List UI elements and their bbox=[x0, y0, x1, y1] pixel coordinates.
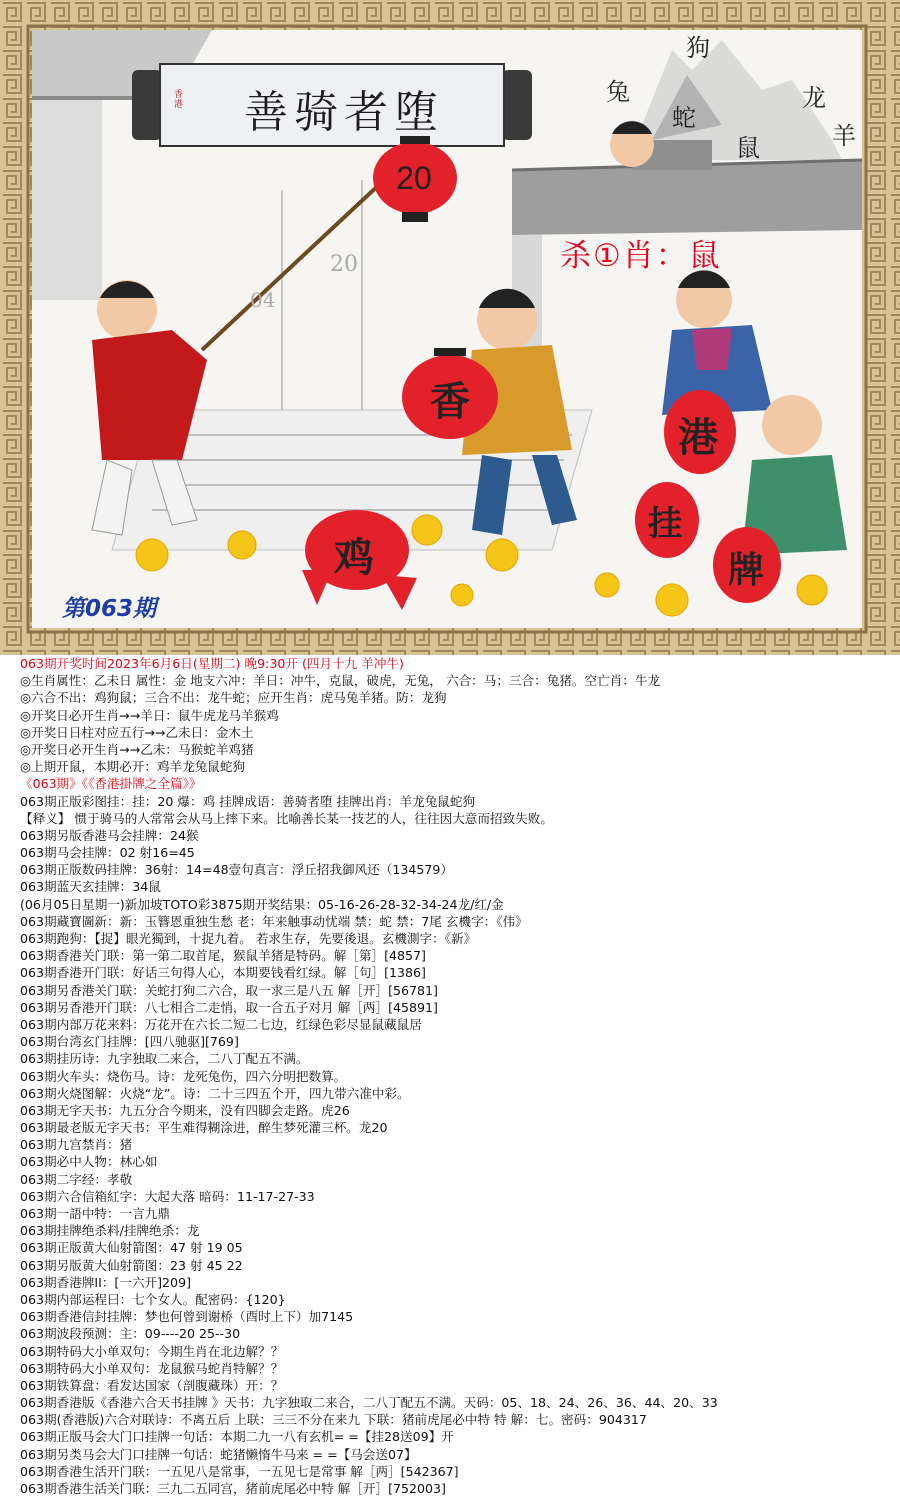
info-line: 063期必中人物：林心如 bbox=[20, 1154, 158, 1170]
info-line: 063期藏寶圖新：新：玉簪恩重独生愁 老：年来触事动忧端 禁：蛇 禁：7尾 玄機字：《伟》 bbox=[20, 913, 528, 929]
info-line: 063期香港关门联：第一第二取首尾，猴鼠羊猪是特码。解［第］[4857] bbox=[20, 948, 426, 964]
lantern-char-gang: 港 bbox=[678, 414, 718, 461]
lantern-number: 20 bbox=[396, 160, 432, 196]
info-line: 063期特码大小单双句：今期生肖在北边解？？ bbox=[20, 1343, 284, 1359]
forecast-text-list bbox=[0, 655, 900, 1497]
info-line: 063期六合信箱紅字：大起大落 暗码：11-17-27-33 bbox=[20, 1188, 315, 1204]
info-line: 063期跑狗：【捉】眼光獨到，十捉九着。 若求生存，先要後退。玄機測字：《新》 bbox=[20, 931, 477, 946]
info-line: 063期铁算盘：看发达国家（剖腹藏珠）开：？ bbox=[20, 1377, 284, 1393]
info-line: 【释义】 惯于骑马的人常常会从马上摔下来。比喻善长某一技艺的人，往往因大意而招致失败。 bbox=[20, 810, 553, 826]
info-line: 《063期》《《香港掛牌之全篇》》 bbox=[20, 776, 202, 792]
info-line: 063期香港版《香港六合天书挂牌 》天书：九字独取二来合，二八丁配五不满。天码：05、18、24、26、36、44、20、33 bbox=[20, 1395, 718, 1411]
info-line: 063期特码大小单双句：龙鼠猴马蛇肖特解？？ bbox=[20, 1360, 284, 1376]
info-line: 063期内部运程曰：七个女人。配密码：{120} bbox=[20, 1291, 286, 1307]
info-line: 063期挂历诗：九字独取二来合，二八丁配五不满。 bbox=[20, 1051, 309, 1067]
info-line: 063期另香港开门联：八七相合二走悄，取一合五子对月 解［两］[45891] bbox=[20, 999, 438, 1015]
zodiac-goat: 羊 bbox=[832, 122, 856, 150]
info-line: 063期马会挂牌：02 射16=45 bbox=[20, 845, 195, 861]
info-line: 063期无字天书：九五分合今期来，没有四脚会走路。虎26 bbox=[20, 1102, 350, 1118]
banner-seal: 香港 bbox=[174, 90, 184, 110]
info-line: ◎六合不出：鸡狗鼠；三合不出：龙牛蛇；应开生肖：虎马兔羊猪。防：龙狗 bbox=[20, 690, 447, 706]
info-line: 063期另版香港马会挂牌：24猴 bbox=[20, 827, 199, 843]
lantern-char-gua: 挂 bbox=[648, 504, 682, 544]
info-line: 063期香港牌II：[一六开]209] bbox=[20, 1274, 191, 1290]
info-line: 063期(香港版)六合对联诗：不离五后 上联：三三不分在来九 下联：猪前虎尾必中特 特 解：七。密码：904317 bbox=[20, 1412, 647, 1428]
info-line: (06月05日星期一)新加坡TOTO彩3875期开奖结果：05-16-26-28-32-34-24龙/红/金 bbox=[20, 896, 504, 912]
info-line: 063期另类马会大门口挂牌一句话：蛇猪懒惰牛马来 = =【马会送07】 bbox=[20, 1446, 417, 1462]
lantern-char-ji: 鸡 bbox=[334, 534, 374, 581]
info-line: 063期蓝天玄挂牌：34鼠 bbox=[20, 879, 161, 895]
info-line: 063期香港信封挂牌：梦也何曾到谢桥（酉时上下）加7145 bbox=[20, 1309, 354, 1325]
info-line: 063期火车头：烧伤马。诗：龙死兔伤，四六分明把数算。 bbox=[20, 1068, 347, 1084]
info-line: 063期二字经：孝敬 bbox=[20, 1171, 133, 1187]
info-line: 063期正版马会大门口挂牌一句话：本期二九一八有玄机= =【挂28送09】开 bbox=[20, 1429, 454, 1445]
zodiac-dog: 狗 bbox=[686, 34, 710, 62]
info-line: 063期正版数码挂牌：36射：14=48壹句真言：浮丘招我御风还（134579） bbox=[20, 862, 453, 878]
info-line: 063期波段预测：主：09----20 25--30 bbox=[20, 1326, 241, 1342]
banner-idiom: 善骑者堕 bbox=[244, 87, 444, 138]
info-line: 063期九宫禁肖：猪 bbox=[20, 1137, 133, 1153]
info-line: 063期另版黄大仙射箭图：23 射 45 22 bbox=[20, 1257, 243, 1273]
zodiac-snake: 蛇 bbox=[672, 104, 696, 132]
info-line: 063期最老版无字天书：平生难得糊涂进，醉生梦死灌三杯。龙20 bbox=[20, 1120, 388, 1136]
info-line: ◎上期开鼠，本期必开：鸡羊龙兔鼠蛇狗 bbox=[20, 759, 246, 775]
info-line: ◎开奖日必开生肖→→羊日：鼠牛虎龙马羊猴鸡 bbox=[20, 707, 279, 723]
scene-panel bbox=[32, 30, 862, 628]
info-line: 063期香港生活关门联：三九二五同宫，猪前虎尾必中特 解［开］[752003] bbox=[20, 1481, 446, 1496]
lantern-char-pai: 牌 bbox=[728, 549, 765, 591]
info-line: 063期台湾玄门挂牌：[四八驰驱][769] bbox=[20, 1034, 239, 1050]
wall-mark-2: 04 bbox=[250, 288, 276, 312]
info-line: 063期挂牌绝杀料/挂牌绝杀：龙 bbox=[20, 1223, 200, 1239]
info-line: ◎开奖日日柱对应五行→→乙未日：金木土 bbox=[20, 724, 254, 740]
info-line: 063期正版黄大仙射箭图：47 射 19 05 bbox=[20, 1240, 243, 1256]
zodiac-rat: 鼠 bbox=[736, 134, 760, 162]
info-line: 063期香港生活开门联：一五见八是常事，一五见七是常事 解［两］[542367] bbox=[20, 1463, 459, 1479]
zodiac-dragon: 龙 bbox=[802, 84, 826, 112]
info-line: 063期一語中特：一言九鼎 bbox=[20, 1206, 170, 1221]
kill-zodiac-text: 杀①肖：鼠 bbox=[560, 238, 722, 274]
info-line: ◎生肖属性：乙未日 属性：金 地支六冲：羊日：冲牛，克鼠，破虎，无兔， 六合：马；三合：兔猪。空亡肖：牛龙 bbox=[20, 673, 661, 689]
info-line: 063期开奖时间2023年6月6日(星期二) 晚9:30开 (四月十九 羊冲牛) bbox=[20, 656, 404, 671]
info-line: 063期香港开门联：好话三句得人心，本期要钱看红绿。解［句］[1386] bbox=[20, 965, 426, 981]
info-line: 063期火烧图解：火烧“龙”。诗：二十三四五个开，四九带六准中彩。 bbox=[20, 1085, 410, 1101]
zodiac-rabbit: 兔 bbox=[606, 78, 630, 106]
issue-label: 第063期 bbox=[62, 596, 157, 622]
info-line: 063期正版彩图挂：挂：20 爆：鸡 挂牌成语：善骑者堕 挂牌出肖：羊龙兔鼠蛇狗 bbox=[20, 793, 476, 809]
info-line: 063期内部万花来料：万花开在六长二短二七边，红绿色彩尽显鼠藏鼠居 bbox=[20, 1016, 422, 1032]
illustration bbox=[0, 0, 900, 655]
info-line: ◎开奖日必开生肖→→乙未：马猴蛇羊鸡猪 bbox=[20, 741, 254, 757]
lantern-char-xiang: 香 bbox=[430, 378, 470, 425]
wall-mark-1: 20 bbox=[330, 252, 358, 277]
info-line: 063期另香港关门联：关蛇打狗二六合，取一求三是八五 解［开］[56781] bbox=[20, 982, 438, 998]
